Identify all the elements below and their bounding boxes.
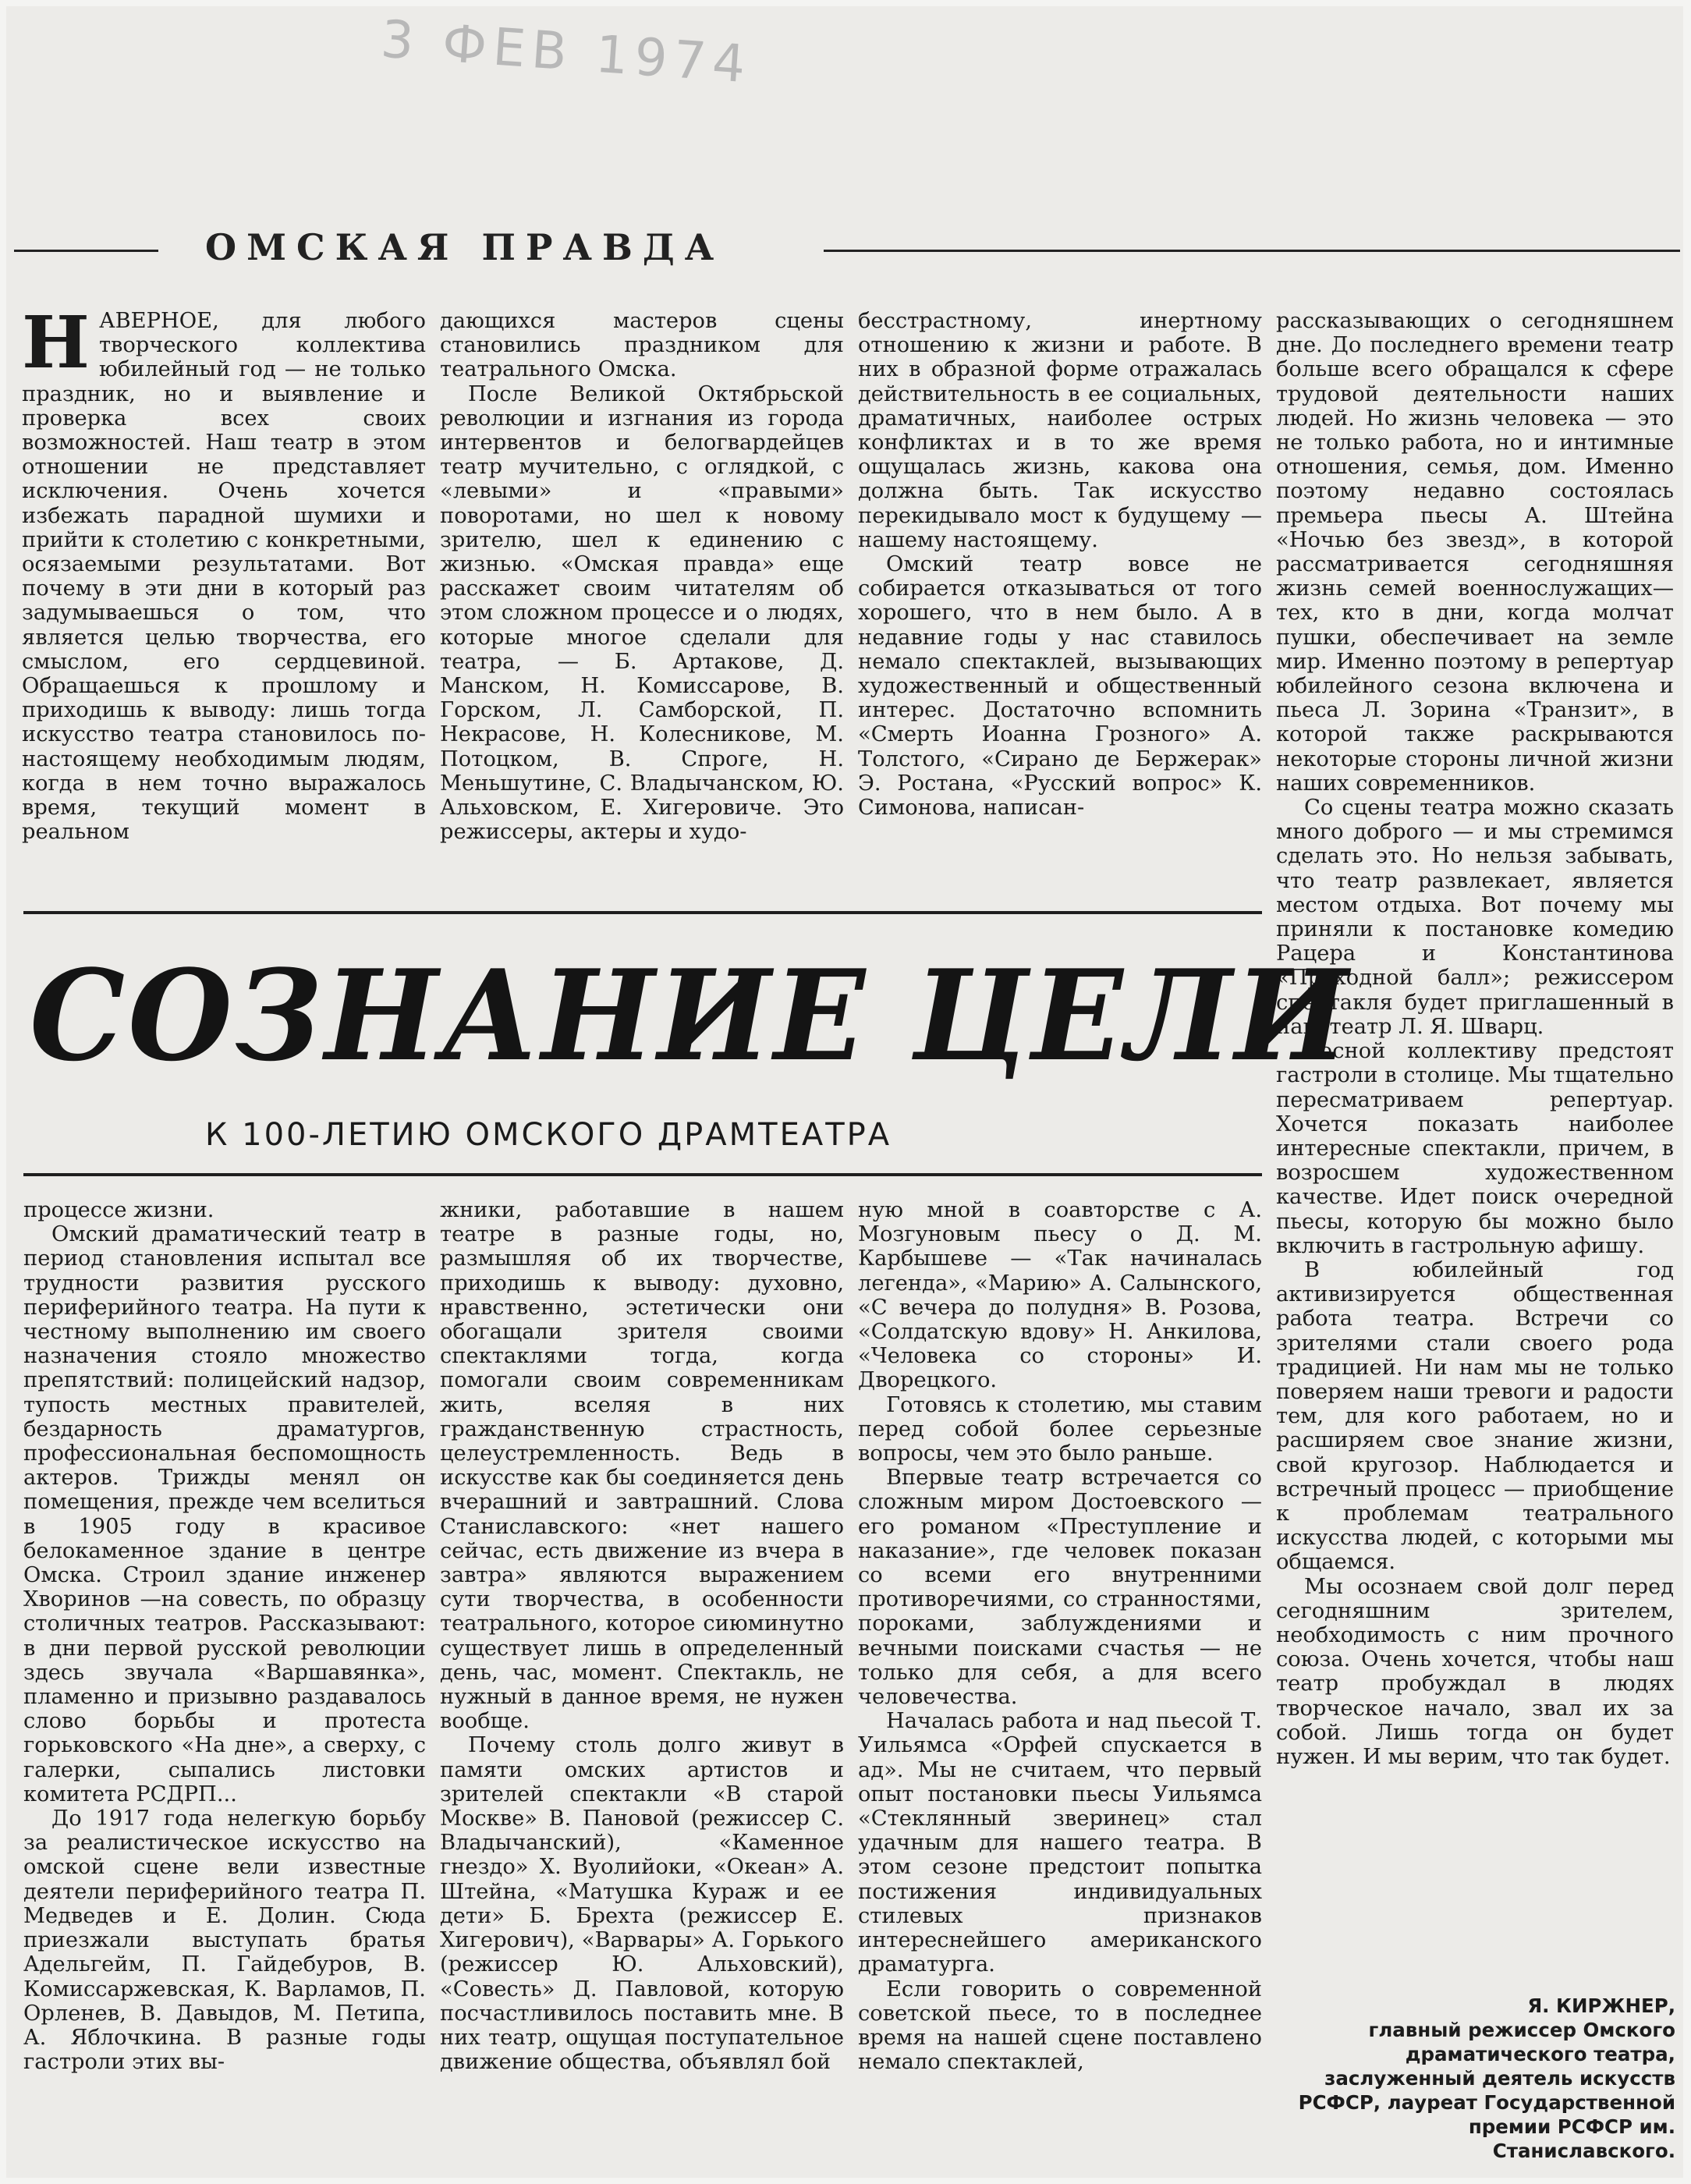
paragraph: Готовясь к столетию, мы ставим перед собой более серьезные вопросы, чем это было раньше.: [858, 1392, 1262, 1466]
date-stamp: 3 ФЕВ 1974: [378, 9, 753, 95]
paragraph: Впервые театр встречается со сложным миром Достоевского — его романом «Преступление и наказание», где человек показан со всеми его внутренними противоречиями, со странностями, пороками, заблуждениями и вечными поисками счастья — не только для себя, а для всего человечества.: [858, 1466, 1262, 1710]
paragraph: В юбилейный год активизируется общественная работа театра. Встречи со зрителями стали своего рода традицией. Ни нам мы не только поверяем наши тревоги и радости тем, для кого работаем, но и расширяем свое знание жизни, свой кругозор. Наблюдается и встречный процесс — приобщение к проблемам театрального искусства людей, с которыми мы общаемся.: [1276, 1257, 1674, 1575]
paragraph: ную мной в соавторстве с А. Мозгуновым пьесу о Д. М. Карбышеве — «Так начиналась легенда», «Марию» А. Салынского, «С вечера до полудня» В. Розова, «Солдатскую вдову» Н. Анкилова, «Человека со стороны» И. Дворецкого.: [858, 1198, 1262, 1393]
paragraph: Началась работа и над пьесой Т. Уильямса «Орфей спускается в ад». Мы не считаем, что первый опыт постановки пьесы Уильямса «Стеклянный зверинец» стал удачным для нашего театра. В этом сезоне предстоит попытка постижения индивидуальных стилевых признаков интереснейшего американского драматурга.: [858, 1709, 1262, 1977]
paragraph: После Великой Октябрьской революции и изгнания из города интервентов и белогвардейцев театр мучительно, с оглядкой, с «левыми» и «правыми» поворотами, но шел к новому зрителю, шел к единению с жизнью. «Омская правда» еще расскажет своим читателям об этом сложном процессе и о людях, которые многое сделали для театра, — Б. Артакове, Д. Манском, Н. Комиссарове, В. Горском, Л. Самборской, П. Некрасове, Н. Колесникове, М. Потоцком, В. Спроге, Н. Меньшутине, С. Владычанском, Ю. Альховском, Е. Хигеровиче. Это режиссеры, актеры и худо-: [440, 381, 844, 845]
author-name: Я. КИРЖНЕР,: [1527, 1994, 1675, 2017]
drop-cap: Н: [22, 300, 90, 385]
paragraph: Со сцены театра можно сказать много доброго — и мы стремимся сделать это. Но нельзя забывать, что театр развлекает, является местом отдыха. Вот почему мы приняли к постановке комедию Рацера и Константинова «Проходной балл»; режиссером спектакля будет приглашенный в наш театр Л. Я. Шварц.: [1276, 796, 1674, 1039]
paragraph: Весной коллективу предстоят гастроли в столице. Мы тщательно пересматриваем репертуар. Хочется показать наиболее интересные спектакли, причем, в возросшем художественном качестве. Идет поиск очередной пьесы, которую бы можно было включить в гастрольную афишу.: [1276, 1039, 1674, 1258]
paragraph: АВЕРНОЕ, для любого творческого коллектива юбилейный год — не только праздник, но и выявление и проверка всех своих возможностей. Наш театр в этом отношении не представляет исключения. Очень хочется избежать парадной шумихи и прийти к столетию с конкретными, осязаемыми результатами. Вот почему в эти дни в который раз задумываешься о том, что является целью творчества, его смыслом, его сердцевиной. Обращаешься к прошлому и приходишь к выводу: лишь тогда искусство театра становилось по-настоящему необходимым людям, когда в нем точно выражалось время, текущий момент в реальном: [22, 309, 426, 845]
column-top-3: [858, 309, 1262, 820]
masthead: ОМСКАЯ ПРАВДА: [205, 226, 725, 268]
column-bottom-2: [440, 1198, 844, 2074]
newspaper-clipping: [6, 6, 1683, 2178]
column-bottom-1: [23, 1198, 426, 2074]
paragraph: Если говорить о современной советской пьесе, то в последнее время на нашей сцене поставлено немало спектаклей,: [858, 1977, 1262, 2075]
masthead-rule-right: [824, 250, 1680, 252]
headline: СОЗНАНИЕ ЦЕЛИ: [30, 942, 1352, 1089]
paragraph: Почему столь долго живут в памяти омских артистов и зрителей спектакли «В старой Москве» В. Пановой (режиссер С. Владычанский), «Каменное гнездо» Х. Вуолийоки, «Океан» А. Штейна, «Матушка Кураж и ее дети» Б. Брехта (режиссер Е. Хигерович), «Варвары» А. Горького (режиссер Ю. Альховский), «Совесть» Д. Павловой, которую посчастливилось поставить мне. В них театр, ощущая поступательное движение общества, объявлял бой: [440, 1733, 844, 2075]
paragraph: Омский театр вовсе не собирается отказываться от того хорошего, что в нем было. А в недавние годы у нас ставилось немало спектаклей, вызывающих художественный и общественный интерес. Достаточно вспомнить «Смерть Иоанна Грозного» А. Толстого, «Сирано де Бержерак» Э. Ростана, «Русский вопрос» К. Симонова, написан-: [858, 552, 1262, 821]
author-title: главный режиссер Омского драматического театра, заслуженный деятель искусств РСФСР, лауреат Государственной премии РСФСР им. Станиславского.: [1298, 2019, 1675, 2162]
paragraph: рассказывающих о сегодняшнем дне. До последнего времени театр больше всего обращался к сфере трудовой деятельности наших людей. Но жизнь человека — это не только работа, но и интимные отношения, семья, дом. Именно поэтому недавно состоялась премьера пьесы А. Штейна «Ночью без звезд», в которой рассматривается сегодняшняя жизнь семей военнослужащих— тех, кто в дни, когда молчат пушки, обеспечивает на земле мир. Именно поэтому в репертуар юбилейного сезона включена и пьеса Л. Зорина «Транзит», в которой также раскрываются некоторые стороны личной жизни наших современников.: [1276, 309, 1674, 796]
column-top-2: [440, 309, 844, 844]
paragraph: бесстрастному, инертному отношению к жизни и работе. В них в образной форме отражалась действительность в ее социальных, драматичных, наиболее острых конфликтах и в то же время ощущалась жизнь, какова она должна быть. Так искусство перекидывало мост к будущему — нашему настоящему.: [858, 309, 1262, 552]
subheadline: К 100-ЛЕТИЮ ОМСКОГО ДРАМТЕАТРА: [205, 1117, 892, 1153]
column-top-1: [22, 300, 426, 845]
column-bottom-3: [858, 1198, 1262, 2074]
paragraph: дающихся мастеров сцены становились праздником для театрального Омска.: [440, 309, 844, 382]
paragraph: До 1917 года нелегкую борьбу за реалистическое искусство на омской сцене вели известные деятели периферийного театра П. Медведев и Е. Долин. Сюда приезжали выступать братья Адельгейм, П. Гайдебуров, В. Комиссаржевская, К. Варламов, П. Орленев, В. Давыдов, М. Петипа, А. Яблочкина. В разные годы гастроли этих вы-: [23, 1806, 426, 2075]
paragraph: Омский драматический театр в период становления испытал все трудности развития русского периферийного театра. На пути к честному выполнению им своего назначения стояло множество препятствий: полицейский надзор, тупость местных правителей, бездарность драматургов, профессиональная беспомощность актеров. Трижды менял он помещения, прежде чем вселиться в 1905 году в красивое белокаменное здание в центре Омска. Строил здание инженер Хворинов —на совесть, по образцу столичных театров. Рассказывают: в дни первой русской революции здесь звучала «Варшавянка», пламенно и призывно раздавалось слово борьбы и протеста горьковского «На дне», а сверху, с галерки, сыпались листовки комитета РСДРП...: [23, 1222, 426, 1806]
headline-rule-bottom: [23, 1173, 1262, 1176]
paragraph: Мы осознаем свой долг перед сегодняшним зрителем, необходимость с ним прочного союза. Очень хочется, чтобы наш театр пробуждал в людях творческое начало, звал их за собой. Лишь тогда он будет нужен. И мы верим, что так будет.: [1276, 1574, 1674, 1769]
author-signature: [1285, 1994, 1675, 2163]
paragraph: жники, работавшие в нашем театре в разные годы, но, размышляя об их творчестве, приходишь к выводу: духовно, нравственно, эстетически они обогащали зрителя своими спектаклями тогда, когда помогали своим современникам жить, вселяя в них гражданственную страстность, целеустремленность. Ведь в искусстве как бы соединяется день вчерашний и завтрашний. Слова Станиславского: «нет нашего сейчас, есть движение из вчера в завтра» являются выражением сути творчества, в особенности театрального, которое сиюминутно существует лишь в определенный день, час, момент. Спектакль, не нужный в данное время, не нужен вообще.: [440, 1198, 844, 1734]
headline-rule-top: [23, 911, 1262, 914]
masthead-rule-left: [14, 250, 158, 252]
paragraph: процессе жизни.: [23, 1198, 214, 1222]
